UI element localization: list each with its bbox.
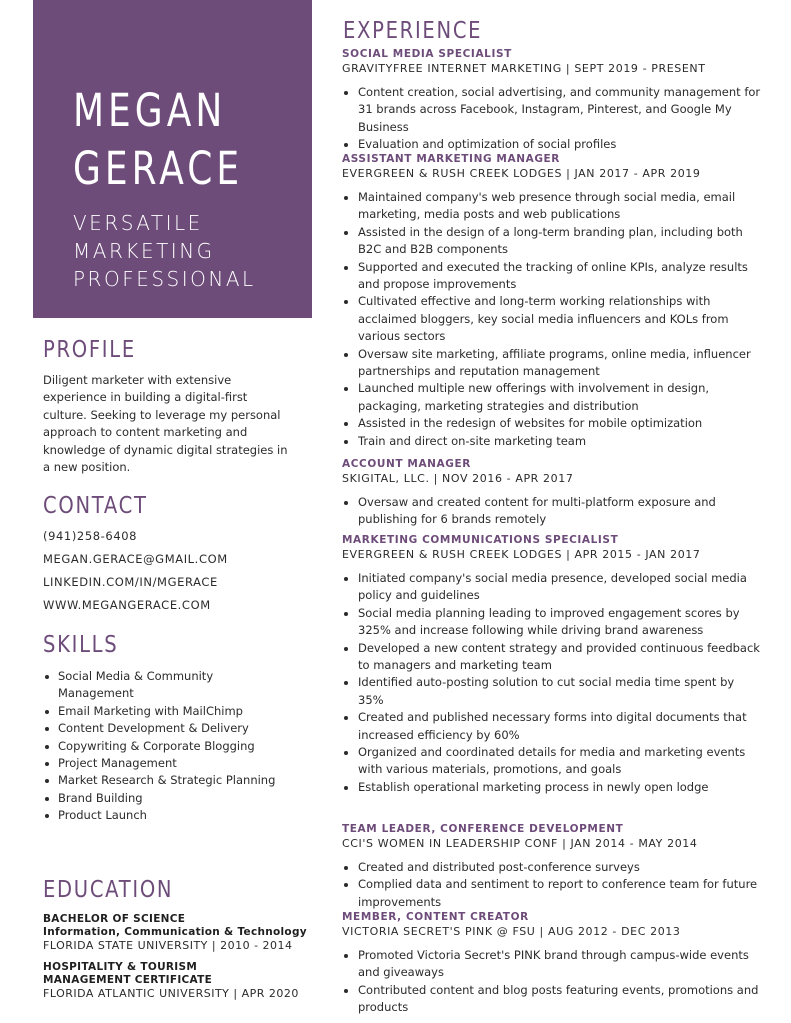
job-bullet: Identified auto-posting solution to cut social media time spent by 35% <box>342 674 762 709</box>
job-title: MARKETING COMMUNICATIONS SPECIALIST <box>342 534 619 546</box>
job-title: SOCIAL MEDIA SPECIALIST <box>342 48 512 60</box>
profile-text: Diligent marketer with extensive experience in building a digital-first culture. Seeking to leverage my personal approach to content marketing and knowledge of dynamic digital strategies in a new position. <box>43 373 288 475</box>
tagline-line-2: MARKETING <box>73 239 215 263</box>
job-bullet: Created and distributed post-conference surveys <box>342 859 762 876</box>
job-entry <box>342 910 762 1017</box>
skill-item: Product Launch <box>43 807 288 824</box>
job-bullet: Content creation, social advertising, and community management for 31 brands across Facebook, Instagram, Pinterest, and Google My Business <box>342 84 762 136</box>
job-bullet: Initiated company's social media presence, developed social media policy and guidelines <box>342 570 762 605</box>
degree-2-subtitle: MANAGEMENT CERTIFICATE <box>43 974 213 986</box>
skill-item: Project Management <box>43 755 288 772</box>
school-2: FLORIDA ATLANTIC UNIVERSITY | APR 2020 <box>43 987 299 1000</box>
skills-list <box>43 668 288 825</box>
job-bullets <box>342 84 762 154</box>
job-entry <box>342 822 762 911</box>
job-company: CCI'S WOMEN IN LEADERSHIP CONF | JAN 2014 - MAY 2014 <box>342 837 698 850</box>
degree-1-subtitle: Information, Communication & Technology <box>43 926 307 938</box>
tagline-line-1: VERSATILE <box>73 211 203 235</box>
job-entry <box>342 152 762 450</box>
job-bullet: Developed a new content strategy and provided continuous feedback to managers and marketing team <box>342 640 762 675</box>
job-entry <box>342 457 762 529</box>
skill-item: Social Media & Community Management <box>43 668 288 703</box>
skill-item: Content Development & Delivery <box>43 720 288 737</box>
job-bullet: Assisted in the design of a long-term branding plan, including both B2C and B2B components <box>342 224 762 259</box>
job-bullet: Social media planning leading to improved engagement scores by 325% and increase following while driving brand awareness <box>342 605 762 640</box>
job-title: TEAM LEADER, CONFERENCE DEVELOPMENT <box>342 823 624 835</box>
contact-website[interactable]: WWW.MEGANGERACE.COM <box>43 598 211 612</box>
job-bullet: Maintained company's web presence through social media, email marketing, media posts and web publications <box>342 189 762 224</box>
job-entry <box>342 533 762 796</box>
job-bullet: Cultivated effective and long-term working relationships with acclaimed bloggers, key social media influencers and KOLs from various sectors <box>342 293 762 345</box>
job-company: EVERGREEN & RUSH CREEK LODGES | JAN 2017 - APR 2019 <box>342 167 701 180</box>
skill-item: Email Marketing with MailChimp <box>43 703 288 720</box>
job-bullets <box>342 494 762 529</box>
tagline-line-3: PROFESSIONAL <box>73 267 256 291</box>
job-bullet: Launched multiple new offerings with involvement in design, packaging, marketing strategies and distribution <box>342 380 762 415</box>
job-bullet: Contributed content and blog posts featuring events, promotions and products <box>342 982 762 1017</box>
degree-2-title: HOSPITALITY & TOURISM <box>43 961 198 973</box>
degree-1-title: BACHELOR OF SCIENCE <box>43 913 186 925</box>
job-bullet: Assisted in the redesign of websites for mobile optimization <box>342 415 762 432</box>
job-title: ASSISTANT MARKETING MANAGER <box>342 153 560 165</box>
job-bullets <box>342 189 762 450</box>
job-company: GRAVITYFREE INTERNET MARKETING | SEPT 2019 - PRESENT <box>342 62 706 75</box>
job-bullet: Establish operational marketing process in newly open lodge <box>342 779 762 796</box>
profile-heading: PROFILE <box>43 337 136 363</box>
job-bullet: Evaluation and optimization of social profiles <box>342 136 762 153</box>
contact-phone: (941)258-6408 <box>43 529 138 543</box>
job-company: SKIGITAL, LLC. | NOV 2016 - APR 2017 <box>342 472 574 485</box>
job-bullets <box>342 947 762 1017</box>
job-title: MEMBER, CONTENT CREATOR <box>342 911 529 923</box>
job-bullets <box>342 570 762 796</box>
skill-item: Market Research & Strategic Planning <box>43 772 288 789</box>
last-name: GERACE <box>73 142 244 195</box>
contact-email[interactable]: MEGAN.GERACE@GMAIL.COM <box>43 552 228 566</box>
contact-heading: CONTACT <box>43 493 148 519</box>
job-bullet: Supported and executed the tracking of online KPIs, analyze results and propose improvements <box>342 259 762 294</box>
experience-heading: EXPERIENCE <box>343 18 483 44</box>
job-entry <box>342 47 762 154</box>
job-bullet: Promoted Victoria Secret's PINK brand through campus-wide events and giveaways <box>342 947 762 982</box>
job-bullet: Train and direct on-site marketing team <box>342 433 762 450</box>
skill-item: Copywriting & Corporate Blogging <box>43 738 288 755</box>
job-bullet: Complied data and sentiment to report to conference team for future improvements <box>342 876 762 911</box>
job-bullet: Oversaw and created content for multi-platform exposure and publishing for 6 brands remotely <box>342 494 762 529</box>
job-company: EVERGREEN & RUSH CREEK LODGES | APR 2015 - JAN 2017 <box>342 548 701 561</box>
job-title: ACCOUNT MANAGER <box>342 458 471 470</box>
skill-item: Brand Building <box>43 790 288 807</box>
first-name: MEGAN <box>73 84 227 137</box>
contact-linkedin[interactable]: LINKEDIN.COM/IN/MGERACE <box>43 575 218 589</box>
job-bullet: Created and published necessary forms into digital documents that increased efficiency by 60% <box>342 709 762 744</box>
job-bullet: Oversaw site marketing, affiliate programs, online media, influencer partnerships and reputation management <box>342 346 762 381</box>
skills-heading: SKILLS <box>43 632 119 658</box>
job-company: VICTORIA SECRET'S PINK @ FSU | AUG 2012 - DEC 2013 <box>342 925 681 938</box>
job-bullet: Organized and coordinated details for media and marketing events with various materials, promotions, and goals <box>342 744 762 779</box>
job-bullets <box>342 859 762 911</box>
name-banner <box>33 0 312 318</box>
school-1: FLORIDA STATE UNIVERSITY | 2010 - 2014 <box>43 939 293 952</box>
education-heading: EDUCATION <box>43 877 174 903</box>
